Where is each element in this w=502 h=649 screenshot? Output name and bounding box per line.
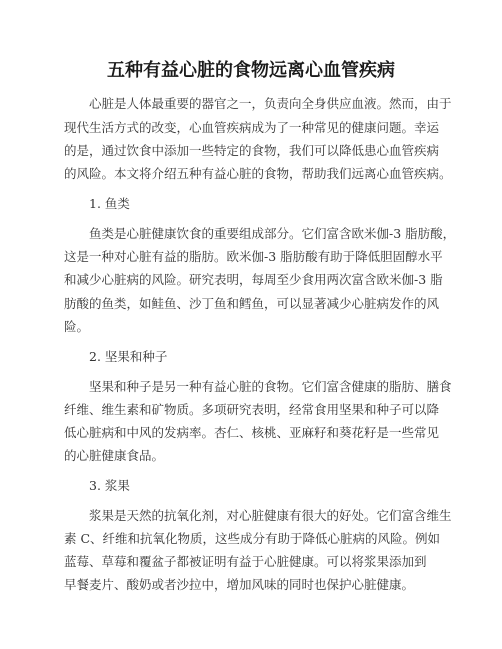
section-line: 纤维、维生素和矿物质。多项研究表明，经常食用坚果和种子可以降 bbox=[64, 402, 440, 417]
section-line: 早餐麦片、酸奶或者沙拉中，增加风味的同时也保护心脏健康。 bbox=[64, 577, 415, 592]
section-line: 蓝莓、草莓和覆盆子都被证明有益于心脏健康。可以将浆果添加到 bbox=[64, 554, 427, 569]
section-heading: 2. 坚果和种子 bbox=[89, 349, 168, 364]
document-title: 五种有益心脏的食物远离心血管疾病 bbox=[107, 60, 395, 81]
section-line: 的心脏健康食品。 bbox=[64, 448, 165, 463]
section-heading: 3. 浆果 bbox=[89, 478, 130, 493]
section-line: 这是一种对心脏有益的脂肪。欧米伽-3 脂肪酸有助于降低胆固醇水平 bbox=[64, 249, 443, 264]
section-line: 险。 bbox=[64, 319, 90, 334]
section-heading: 1. 鱼类 bbox=[89, 196, 130, 211]
intro-line: 现代生活方式的改变，心血管疾病成为了一种常见的健康问题。幸运 bbox=[64, 120, 440, 135]
intro-line: 心脏是人体最重要的器官之一，负责向全身供应血液。然而，由于 bbox=[89, 96, 452, 111]
section-line: 低心脏病和中风的发病率。杏仁、核桃、亚麻籽和葵花籽是一些常见 bbox=[64, 425, 440, 440]
section-line: 坚果和种子是另一种有益心脏的食物。它们富含健康的脂肪、膳食 bbox=[89, 379, 452, 394]
intro-line: 的风险。本文将介绍五种有益心脏的食物，帮助我们远离心血管疾病。 bbox=[64, 166, 452, 181]
section-line: 鱼类是心脏健康饮食的重要组成部分。它们富含欧米伽-3 脂肪酸， bbox=[89, 226, 456, 241]
section-line: 素 C、纤维和抗氧化物质，这些成分有助于降低心脏病的风险。例如 bbox=[64, 531, 441, 546]
section-line: 肪酸的鱼类，如鲑鱼、沙丁鱼和鳕鱼，可以显著减少心脏病发作的风 bbox=[64, 296, 440, 311]
section-line: 浆果是天然的抗氧化剂，对心脏健康有很大的好处。它们富含维生 bbox=[89, 508, 452, 523]
intro-line: 的是，通过饮食中添加一些特定的食物，我们可以降低患心血管疾病 bbox=[64, 143, 440, 158]
section-line: 和减少心脏病的风险。研究表明，每周至少食用两次富含欧米伽-3 脂 bbox=[64, 272, 443, 287]
